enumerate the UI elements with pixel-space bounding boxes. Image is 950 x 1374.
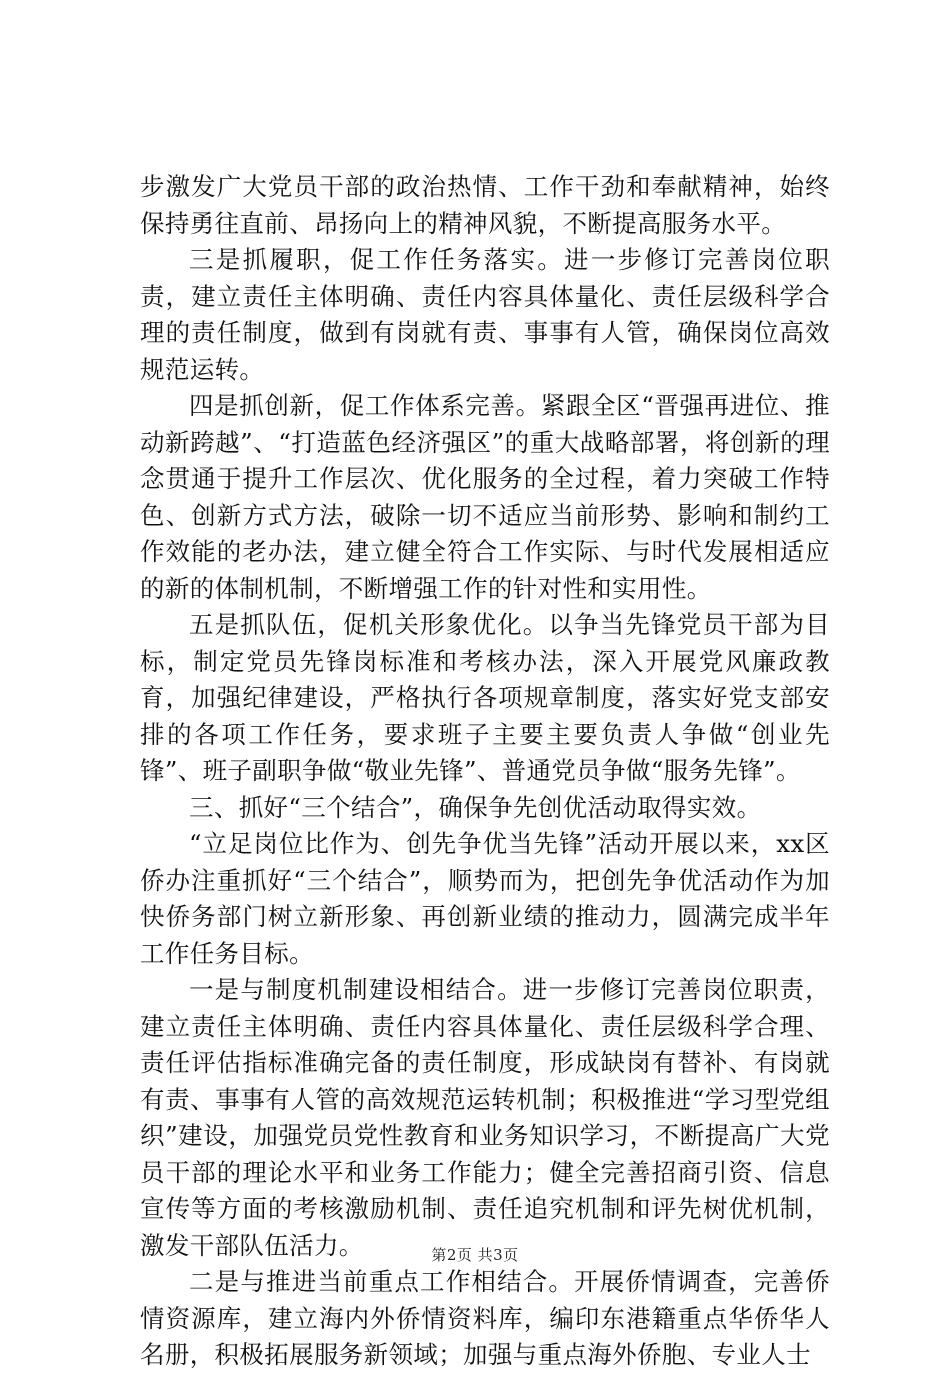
paragraph-activity-intro: “立足岗位比作为、创先争优当先锋”活动开展以来，xx区侨办注重抓好“三个结合”，顺势而为，把创先争优活动作为加快侨务部门树立新形象、再创新业绩的推动力，圆满完成半年工作任务目标。 — [140, 829, 830, 968]
document-body — [140, 169, 830, 1374]
paragraph-combination-one: 一是与制度机制建设相结合。进一步修订完善岗位职责，建立责任主体明确、责任内容具体量化、责任层级科学合理、责任评估指标准确完备的责任制度，形成缺岗有替补、有岗就有责、事事有人管的高效规范运转机制；积极推进“学习型党组织”建设，加强党员党性教育和业务知识学习，不断提高广大党员干部的理论水平和业务工作能力；健全完善招商引资、信息宣传等方面的考核激励机制、责任追究机制和评先树优机制，激发干部队伍活力。 — [140, 975, 830, 1260]
paragraph-continuation: 步激发广大党员干部的政治热情、工作干劲和奉献精神，始终保持勇往直前、昂扬向上的精神风貌，不断提高服务水平。 — [140, 172, 830, 238]
paragraph-point-three: 三是抓履职，促工作任务落实。进一步修订完善岗位职责，建立责任主体明确、责任内容具体量化、责任层级科学合理的责任制度，做到有岗就有责、事事有人管，确保岗位高效规范运转。 — [140, 245, 830, 384]
paragraph-combination-two: 二是与推进当前重点工作相结合。开展侨情调查，完善侨情资源库，建立海内外侨情资料库，编印东港籍重点华侨华人名册，积极拓展服务新领域；加强与重点海外侨胞、专业人士 — [140, 1267, 830, 1369]
paragraph-point-five: 五是抓队伍，促机关形象优化。以争当先锋党员干部为目标，制定党员先锋岗标准和考核办法，深入开展党风廉政教育，加强纪律建设，严格执行各项规章制度，落实好党支部安排的各项工作任务，要求班子主要主要负责人争做“创业先锋”、班子副职争做“敬业先锋”、普通党员争做“服务先锋”。 — [140, 610, 830, 785]
page-number-footer: 第2页 共3页 — [431, 1246, 519, 1264]
paragraph-point-four: 四是抓创新，促工作体系完善。紧跟全区“晋强再进位、推动新跨越”、“打造蓝色经济强区”的重大战略部署，将创新的理念贯通于提升工作层次、优化服务的全过程，着力突破工作特色、创新方式方法，破除一切不适应当前形势、影响和制约工作效能的老办法，建立健全符合工作实际、与时代发展相适应的新的体制机制，不断增强工作的针对性和实用性。 — [140, 391, 830, 603]
section-heading-three: 三、抓好“三个结合”，确保争先创优活动取得实效。 — [189, 792, 762, 822]
